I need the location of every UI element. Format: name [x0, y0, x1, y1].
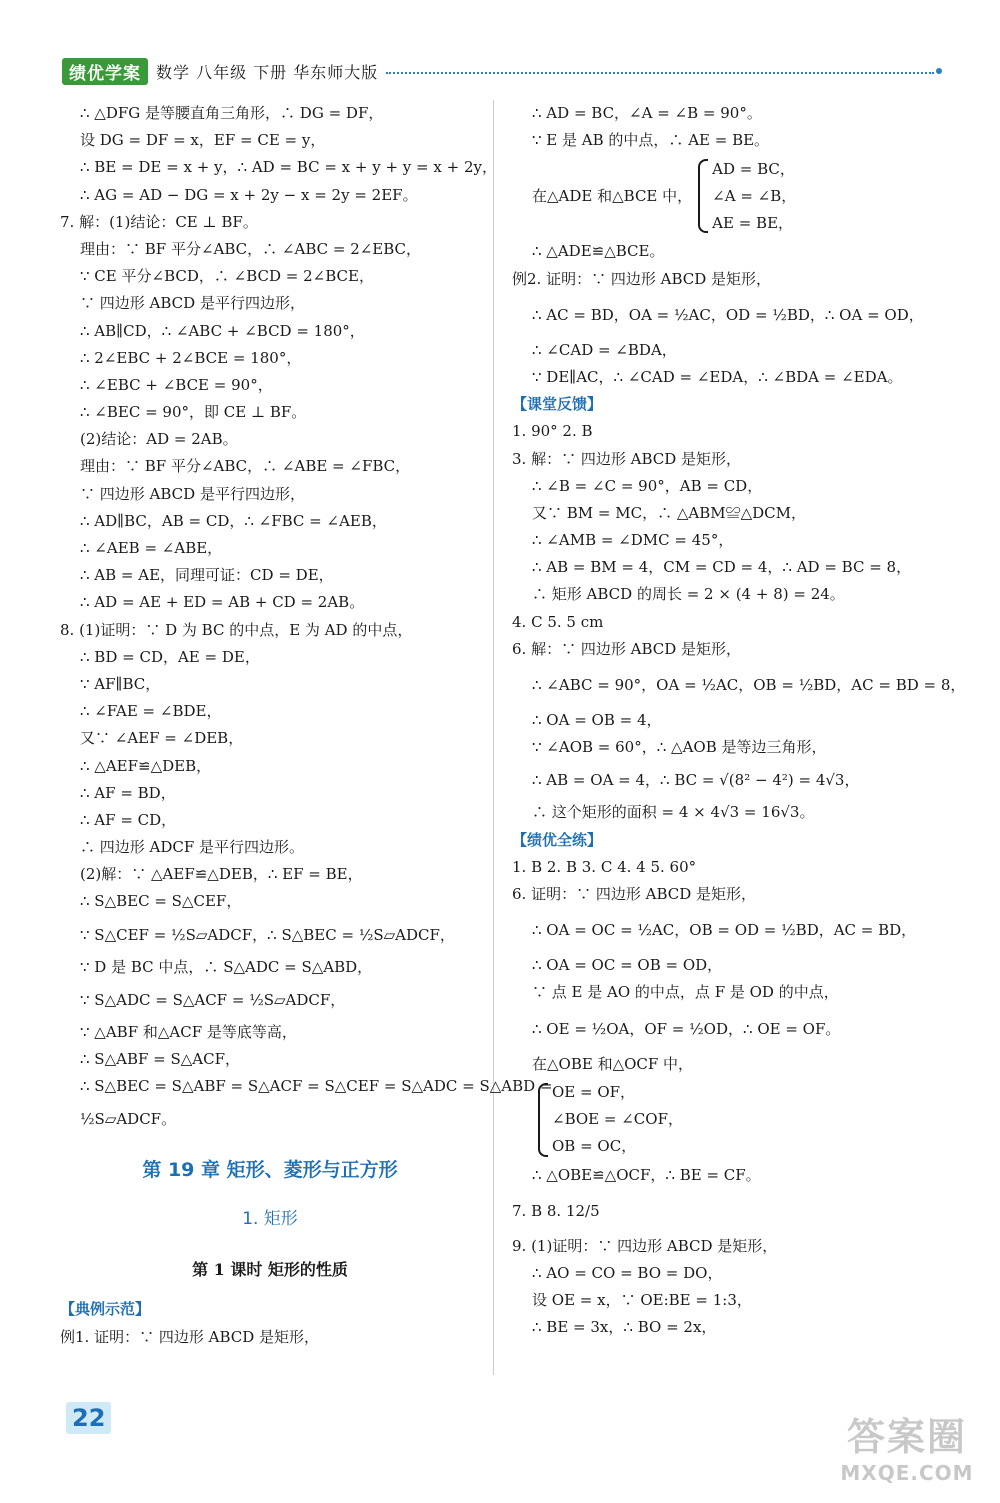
text-line: ∴ AD = AE + ED = AB + CD = 2AB。 [80, 593, 365, 612]
text-line: ∴ S△ABF = S△ACF， [80, 1050, 241, 1068]
text-line: 在△OBE 和△OCF 中， [532, 1054, 694, 1073]
text-line: ∴ AB = AE，同理可证：CD = DE， [80, 566, 334, 585]
chapter-title: 第 19 章 矩形、菱形与正方形 [142, 1159, 398, 1182]
text-line: 又∵ ∠AEF = ∠DEB， [80, 729, 244, 748]
text-line: ∴ AB = OA = 4，∴ BC = √(8² − 4²) = 4√3， [532, 771, 860, 790]
text-line: ∴ ∠B = ∠C = 90°，AB = CD， [532, 476, 763, 495]
text-line: ∴ BE = DE = x + y，∴ AD = BC = x + y + y = x + 2y， [80, 158, 497, 177]
brace-line: ∠A = ∠B， [712, 186, 797, 205]
problem-6-heading: 6. 解：∵ 四边形 ABCD 是矩形， [512, 639, 742, 658]
text-line: ∴ △ADE≌△BCE。 [532, 242, 665, 261]
problem-8-heading: 8. (1)证明：∵ D 为 BC 的中点，E 为 AD 的中点， [60, 620, 413, 639]
text-line: ∴ ∠EBC + ∠BCE = 90°， [80, 375, 273, 394]
brace-line: AD = BC， [712, 159, 795, 178]
watermark-url: MXQE.COM [840, 1461, 974, 1485]
brace-line: OB = OC， [552, 1137, 637, 1156]
text-line: ∴ △AEF≌△DEB， [80, 756, 212, 775]
text-line: 理由：∵ BF 平分∠ABC，∴ ∠ABC = 2∠EBC， [80, 239, 422, 258]
problem-3-heading: 3. 解：∵ 四边形 ABCD 是矩形， [512, 449, 742, 468]
text-line: ∴ AF = CD， [80, 810, 177, 829]
text-line: ∴ △DFG 是等腰直角三角形，∴ DG = DF， [80, 104, 384, 122]
text-line: ∴ BD = CD，AE = DE， [80, 647, 260, 666]
section-tag: 【典例示范】 [60, 1300, 151, 1319]
column-divider [493, 100, 494, 1375]
answer-line: 4. C 5. 5 cm [512, 612, 604, 631]
problem-7-heading: 7. 解：(1)结论：CE ⊥ BF。 [60, 212, 258, 231]
text-line: ∵ 四边形 ABCD 是平行四边形， [80, 294, 305, 313]
text-line: ∴ AC = BD，OA = ½AC，OD = ½BD，∴ OA = OD， [532, 305, 924, 324]
right-column [512, 100, 966, 1342]
example-2-heading: 例2. 证明：∵ 四边形 ABCD 是矩形， [512, 269, 772, 288]
text-line: ∴ OA = OB = 4， [532, 711, 662, 729]
text-line: ∴ ∠AEB = ∠ABE， [80, 539, 223, 557]
text-line: ∵ S△CEF = ½S▱ADCF，∴ S△BEC = ½S▱ADCF， [80, 925, 455, 944]
section-tag: 【绩优全练】 [512, 830, 603, 849]
text-line: 在△ADE 和△BCE 中， [532, 186, 693, 205]
lesson-title: 第 1 课时 矩形的性质 [192, 1260, 348, 1280]
left-brace-icon [698, 159, 708, 233]
example-1-heading: 例1. 证明：∵ 四边形 ABCD 是矩形， [60, 1327, 320, 1346]
text-line: ∴ S△BEC = S△ABF = S△ACF = S△CEF = S△ADC = S△ABD = [80, 1077, 553, 1096]
watermark-text: 答案圈 [846, 1415, 967, 1459]
page-number: 22 [66, 1402, 111, 1434]
header-dotted-rule [386, 72, 934, 74]
text-line: ∴ OA = OC = OB = OD， [532, 956, 723, 975]
section-title: 1. 矩形 [242, 1209, 298, 1230]
text-line: ∵ AF∥BC， [80, 674, 161, 693]
answer-line: 7. B 8. 12/5 [512, 1201, 600, 1220]
brand-logo: 绩优学案 [62, 58, 148, 85]
text-line: ∴ ∠FAE = ∠BDE， [80, 702, 222, 721]
problem-6-proof-heading: 6. 证明：∵ 四边形 ABCD 是矩形， [512, 884, 757, 903]
text-line: ∴ AD = BC，∠A = ∠B = 90°。 [532, 104, 762, 122]
brace-line: ∠BOE = ∠COF， [552, 1110, 683, 1129]
text-line: ∴ ∠AMB = ∠DMC = 45°， [532, 531, 734, 550]
text-line: ∵ S△ADC = S△ACF = ½S▱ADCF， [80, 990, 346, 1009]
text-line: ∵ 点 E 是 AO 的中点，点 F 是 OD 的中点， [532, 983, 839, 1002]
text-line: ∴ 矩形 ABCD 的周长 = 2 × (4 + 8) = 24。 [532, 585, 845, 604]
problem-9-heading: 9. (1)证明：∵ 四边形 ABCD 是矩形， [512, 1236, 778, 1255]
text-line: 理由：∵ BF 平分∠ABC，∴ ∠ABE = ∠FBC， [80, 457, 411, 476]
answer-line: 1. B 2. B 3. C 4. 4 5. 60° [512, 857, 697, 876]
text-line: (2)结论：AD = 2AB。 [80, 430, 238, 449]
brace-group [512, 1078, 942, 1162]
text-line: ∵ △ABF 和△ACF 是等底等高， [80, 1022, 297, 1041]
text-line: ∵ DE∥AC，∴ ∠CAD = ∠EDA，∴ ∠BDA = ∠EDA。 [532, 367, 903, 386]
text-line: ∵ CE 平分∠BCD，∴ ∠BCD = 2∠BCE， [80, 267, 374, 286]
text-line: ∴ 四边形 ADCF 是平行四边形。 [80, 838, 305, 857]
text-line: ∴ AF = BD， [80, 783, 176, 802]
text-line: ∴ △OBE≌△OCF，∴ BE = CF。 [532, 1165, 761, 1184]
text-line: ∴ AB∥CD，∴ ∠ABC + ∠BCD = 180°， [80, 321, 365, 340]
text-line: ∴ AD∥BC，AB = CD，∴ ∠FBC = ∠AEB， [80, 511, 387, 530]
page-header [62, 58, 942, 84]
text-line: ∴ 2∠EBC + 2∠BCE = 180°， [80, 348, 302, 367]
text-line: ∴ OE = ½OA，OF = ½OD，∴ OE = OF。 [532, 1019, 841, 1038]
header-dot-icon [936, 68, 942, 74]
brace-line: OE = OF， [552, 1082, 636, 1101]
text-line: ∴ ∠BEC = 90°，即 CE ⊥ BF。 [80, 403, 307, 422]
left-brace-icon [538, 1083, 548, 1157]
text-line: ½S▱ADCF。 [80, 1110, 177, 1129]
text-line: ∴ AB = BM = 4，CM = CD = 4，∴ AD = BC = 8， [532, 558, 912, 577]
brace-group [512, 154, 942, 238]
text-line: 设 DG = DF = x，EF = CE = y， [80, 131, 326, 150]
text-line: ∴ S△BEC = S△CEF， [80, 892, 242, 911]
brace-line: AE = BE， [712, 213, 794, 232]
header-title: 数学 八年级 下册 华东师大版 [156, 62, 379, 82]
text-line: 又∵ BM = MC，∴ △ABM≌△DCM， [532, 503, 807, 522]
text-line: ∴ AG = AD − DG = x + 2y − x = 2y = 2EF。 [80, 185, 418, 204]
text-line: ∴ OA = OC = ½AC，OB = OD = ½BD，AC = BD， [532, 921, 917, 940]
text-line: (2)解：∵ △AEF≌△DEB，∴ EF = BE， [80, 865, 363, 884]
text-line: ∴ AO = CO = BO = DO， [532, 1264, 723, 1283]
text-line: ∵ D 是 BC 中点，∴ S△ADC = S△ABD， [80, 957, 373, 976]
text-line: ∴ ∠CAD = ∠BDA， [532, 340, 677, 359]
text-line: ∵ 四边形 ABCD 是平行四边形， [80, 484, 305, 503]
text-line: ∴ 这个矩形的面积 = 4 × 4√3 = 16√3。 [532, 803, 815, 822]
text-line: ∴ ∠ABC = 90°，OA = ½AC，OB = ½BD，AC = BD = 8， [532, 676, 966, 694]
answer-line: 1. 90° 2. B [512, 422, 593, 441]
text-line: ∵ E 是 AB 的中点，∴ AE = BE。 [532, 131, 770, 150]
text-line: 设 OE = x，∵ OE:BE = 1:3， [532, 1291, 752, 1310]
text-line: ∵ ∠AOB = 60°，∴ △AOB 是等边三角形， [532, 738, 827, 757]
text-line: ∴ BE = 3x，∴ BO = 2x， [532, 1318, 717, 1337]
section-tag: 【课堂反馈】 [512, 395, 603, 414]
watermark-logo [832, 1406, 982, 1485]
